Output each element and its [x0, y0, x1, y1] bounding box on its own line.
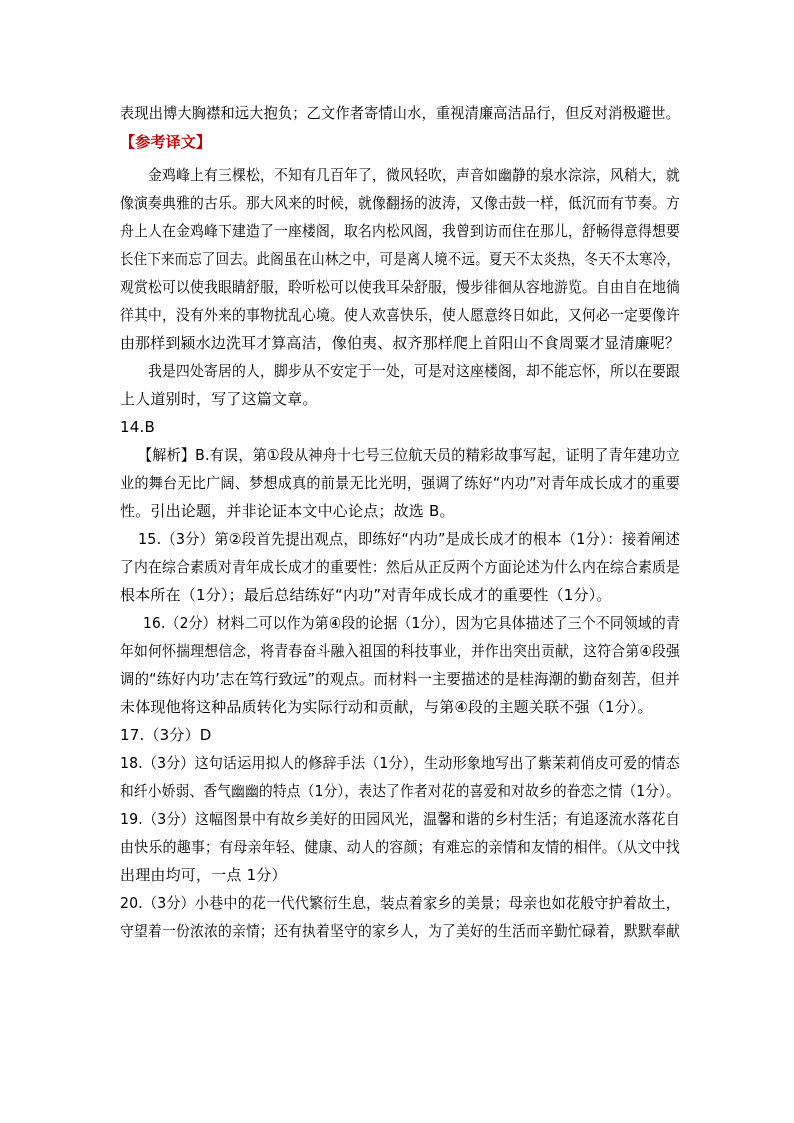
- text-line: 像演奏典雅的古乐。那大风来的时候，就像翻扬的波涛，又像击鼓一样，低沉而有节奏。方: [120, 194, 680, 212]
- text-line: 性。引出论题，并非论证本文中心论点；故选 B。: [120, 502, 455, 520]
- text-line: 20.（3分）小巷中的花一代代繁衍生息，装点着家乡的美景；母亲也如花般守护着故土，: [120, 894, 680, 912]
- text-line: 和纤小娇弱、香气幽幽的特点（1分），表达了作者对花的喜爱和对故乡的眷恋之情（1分）。: [120, 782, 681, 800]
- text-line: 15.（3分）第②段首先提出观点，即练好“内功”是成长成才的根本（1分）：接着阐述: [138, 530, 680, 548]
- text-line: 徉其中，没有外来的事物扰乱心境。使人欢喜快乐，使人愿意终日如此，又何必一定要像许: [120, 306, 680, 324]
- text-line: 金鸡峰上有三棵松，不知有几百年了，微风轻吹，声音如幽静的泉水淙淙，风稍大，就: [148, 166, 680, 184]
- text-line: 【解析】B.有误，第①段从神舟十七号三位航天员的精彩故事写起，证明了青年建功立: [138, 446, 681, 464]
- text-line: 守望着一份浓浓的亲情；还有执着坚守的家乡人，为了美好的生活而辛勤忙碌着，默默奉献: [120, 922, 680, 940]
- text-line: 舟上人在金鸡峰下建造了一座楼阁，取名内松风阁，我曾到访而住在那儿，舒畅得意得想要: [120, 222, 680, 240]
- text-line: 年如何怀揣理想信念，将青春奋斗融入祖国的科技事业，并作出突出贡献，这符合第④段强: [120, 642, 680, 660]
- text-line: 我是四处寄居的人，脚步从不安定于一处，可是对这座楼阁，却不能忘怀，所以在要跟: [148, 362, 680, 380]
- text-line: 观赏松可以使我眼睛舒服，聆听松可以使我耳朵舒服，慢步徘徊从容地游览。自由自在地徜: [120, 278, 680, 296]
- text-line: 17.（3分）D: [120, 726, 212, 744]
- text-line: 业的舞台无比广阔、梦想成真的前景无比光明，强调了练好“内功”对青年成长成才的重要: [120, 474, 681, 492]
- text-line: 未体现他将这种品质转化为实际行动和贡献，与第④段的主题关联不强（1分）。: [120, 698, 653, 716]
- section-heading-reference-translation: 【参考译文】: [120, 133, 212, 151]
- answer-number: 14.B: [120, 418, 155, 436]
- text-line: 长住下来而忘了回去。此阁虽在山林之中，可是离人境不远。夏天不太炎热，冬天不太寒冷，: [120, 250, 681, 268]
- text-line: 由那样到颍水边洗耳才算高洁，像伯夷、叔齐那样爬上首阳山不食周粟才显清廉呢？: [120, 334, 680, 352]
- text-line: 根本所在（1分）；最后总结练好“内功”对青年成长成才的重要性（1分）。: [120, 586, 612, 604]
- text-line: 由快乐的趣事；有母亲年轻、健康、动人的容颜；有难忘的亲情和友情的相伴。（从文中找: [120, 838, 680, 856]
- text-line: 表现出博大胸襟和远大抱负；乙文作者寄情山水，重视清廉高洁品行，但反对消极避世。: [120, 104, 680, 122]
- text-line: 18.（3分）这句话运用拟人的修辞手法（1分），生动形象地写出了紫茉莉俏皮可爱的情态: [120, 754, 680, 772]
- text-line: 调的“练好内功’志在笃行致远”的观点。而材料一主要描述的是桂海潮的勤奋刻苦，但并: [120, 670, 680, 688]
- text-line: 19.（3分）这幅图景中有故乡美好的田园风光，温馨和谐的乡村生活；有追逐流水落花自: [120, 810, 680, 828]
- text-line: 上人道别时，写了这篇文章。: [120, 390, 318, 408]
- text-line: 16.（2分）材料二可以作为第④段的论据（1分），因为它具体描述了三个不同领域的青: [143, 614, 680, 632]
- text-line: 了内在综合素质对青年成长成才的重要性：然后从正反两个方面论述为什么内在综合素质是: [120, 558, 680, 576]
- text-line: 出理由均可，一点 1分）: [120, 866, 287, 884]
